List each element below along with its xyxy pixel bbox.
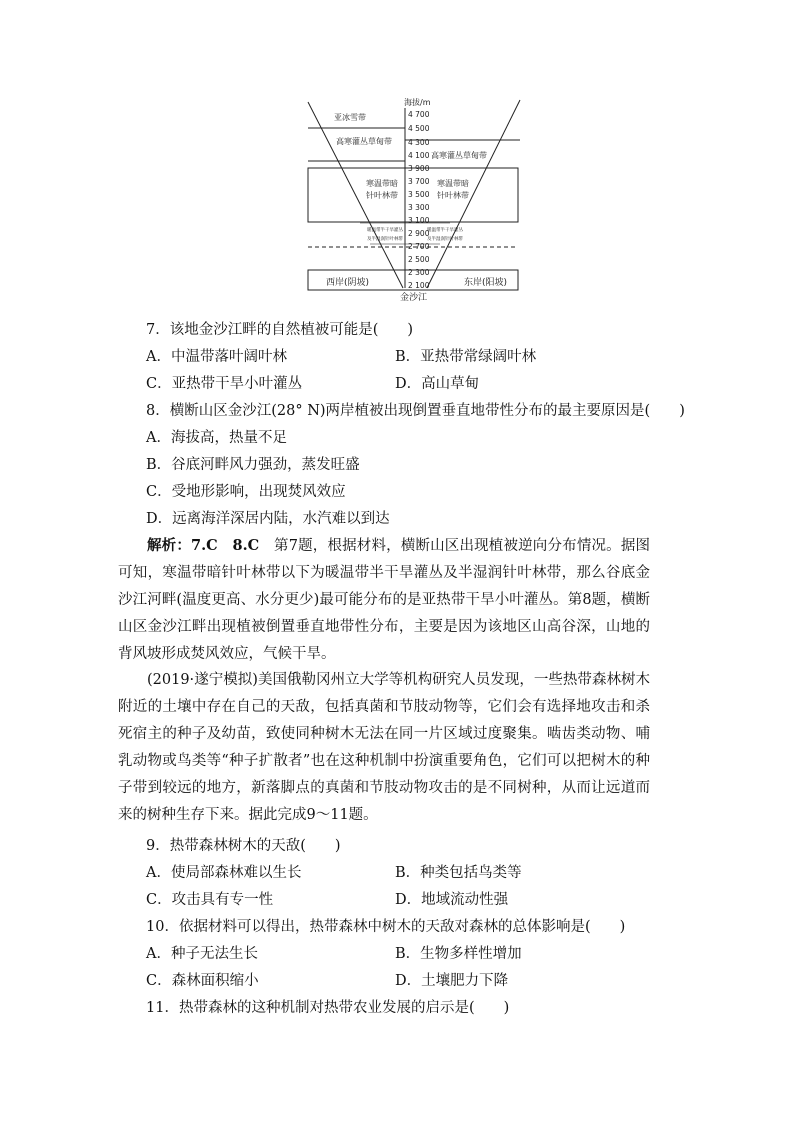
- q10-option-b[interactable]: B．生物多样性增加: [395, 946, 522, 962]
- elev-4300: 4 300: [408, 138, 430, 147]
- elev-2700: 2 700: [408, 242, 430, 251]
- east-small-l1: 暖温带半干旱灌丛: [427, 228, 463, 233]
- q10-stem: 10．依据材料可以得出，热带森林中树木的天敌对森林的总体影响是( ): [146, 919, 626, 935]
- elev-3700: 3 700: [408, 177, 430, 186]
- elev-2300: 2 300: [408, 268, 430, 277]
- west-bank-label: 西岸(阴坡): [326, 278, 370, 288]
- q10-option-d[interactable]: D．土壤肥力下降: [395, 973, 509, 989]
- analysis-body: 第7题，根据材料，横断山区出现植被逆向分布情况。据图可知，寒温带暗针叶林带以下为暖温带半干旱灌丛及半湿润针叶林带，那么谷底金沙江河畔(温度更高、水分更少)最可能分布的是亚热带干旱小叶灌丛。第8题，横断山区金沙江畔出现植被倒置垂直地带性分布，主要是因为该地区山高谷深，山地的背风坡形成焚风效应，气候干旱。: [118, 538, 650, 662]
- east-zone-conifer-l1: 寒温带暗: [437, 179, 469, 188]
- west-small-l1: 暖温带半干旱灌丛: [367, 228, 403, 233]
- q9-option-d[interactable]: D．地域流动性强: [395, 892, 509, 908]
- q8-stem: 8．横断山区金沙江(28° N)两岸植被出现倒置垂直地带性分布的最主要原因是( ): [146, 403, 685, 419]
- material-paragraph: [118, 667, 650, 829]
- q9-option-a[interactable]: A．使局部森林难以生长: [146, 865, 302, 881]
- diagram-svg: [300, 92, 530, 304]
- elev-3500: 3 500: [408, 190, 430, 199]
- elev-4700: 4 700: [408, 110, 430, 119]
- elev-2500: 2 500: [408, 255, 430, 264]
- q9-stem: 9．热带森林树木的天敌( ): [146, 838, 341, 854]
- q7-option-c[interactable]: C．亚热带干旱小叶灌丛: [146, 376, 303, 392]
- q7-option-b[interactable]: B．亚热带常绿阔叶林: [395, 349, 537, 365]
- material-source: (2019·遂宁模拟): [147, 672, 258, 688]
- river-label: 金沙江: [400, 293, 428, 303]
- elev-2900: 2 900: [408, 229, 430, 238]
- q9-option-b[interactable]: B．种类包括鸟类等: [395, 865, 522, 881]
- west-zone-snow: 亚冰雪带: [334, 113, 366, 122]
- elev-3100: 3 100: [408, 216, 430, 225]
- vegetation-zone-diagram: [300, 92, 530, 304]
- east-zone-meadow: 高寒灌丛草甸带: [431, 151, 487, 160]
- q8-option-d[interactable]: D．远离海洋深居内陆，水汽难以到达: [146, 511, 390, 527]
- elev-2100: 2 100: [408, 281, 430, 290]
- elev-3300: 3 300: [408, 203, 430, 212]
- analysis-paragraph: [118, 532, 650, 668]
- q7-option-d[interactable]: D．高山草甸: [395, 376, 480, 392]
- elev-4100: 4 100: [408, 151, 430, 160]
- material-body: 美国俄勒冈州立大学等机构研究人员发现，一些热带森林树木附近的土壤中存在自己的天敌，包括真菌和节肢动物等，它们会有选择地攻击和杀死宿主的种子及幼苗，致使同种树木无法在同一片区域过度聚集。啮齿类动物、哺乳动物或鸟类等“种子扩散者”也在这种机制中扮演重要角色，它们可以把树木的种子带到较远的地方，新落脚点的真菌和节肢动物攻击的是不同树种，从而让远道而来的树种生存下来。据此完成9～11题。: [118, 672, 651, 823]
- elev-4500: 4 500: [408, 124, 430, 133]
- west-zone-conifer-l1: 寒温带暗: [366, 179, 398, 188]
- west-small-l2: 及半湿润针叶林带: [367, 237, 403, 242]
- east-bank-label: 东岸(阳坡): [464, 278, 508, 288]
- q7-option-a[interactable]: A．中温带落叶阔叶林: [146, 349, 287, 365]
- elev-3900: 3 900: [408, 164, 430, 173]
- west-zone-meadow: 高寒灌丛草甸带: [336, 137, 392, 146]
- axis-title: 海拔/m: [404, 98, 431, 107]
- west-zone-conifer-l2: 针叶林带: [366, 191, 398, 200]
- q8-option-c[interactable]: C．受地形影响，出现焚风效应: [146, 484, 346, 500]
- east-small-l2: 及半湿润针叶林带: [427, 237, 463, 242]
- q10-option-a[interactable]: A．种子无法生长: [146, 946, 258, 962]
- analysis-head: 解析：7.C 8.C: [147, 537, 275, 554]
- q10-option-c[interactable]: C．森林面积缩小: [146, 973, 259, 989]
- q11-stem: 11．热带森林的这种机制对热带农业发展的启示是( ): [146, 1000, 510, 1016]
- east-zone-conifer-l2: 针叶林带: [437, 191, 469, 200]
- q7-stem: 7．该地金沙江畔的自然植被可能是( ): [146, 322, 414, 338]
- q8-option-a[interactable]: A．海拔高，热量不足: [146, 430, 287, 446]
- q9-option-c[interactable]: C．攻击具有专一性: [146, 892, 274, 908]
- q8-option-b[interactable]: B．谷底河畔风力强劲，蒸发旺盛: [146, 457, 360, 473]
